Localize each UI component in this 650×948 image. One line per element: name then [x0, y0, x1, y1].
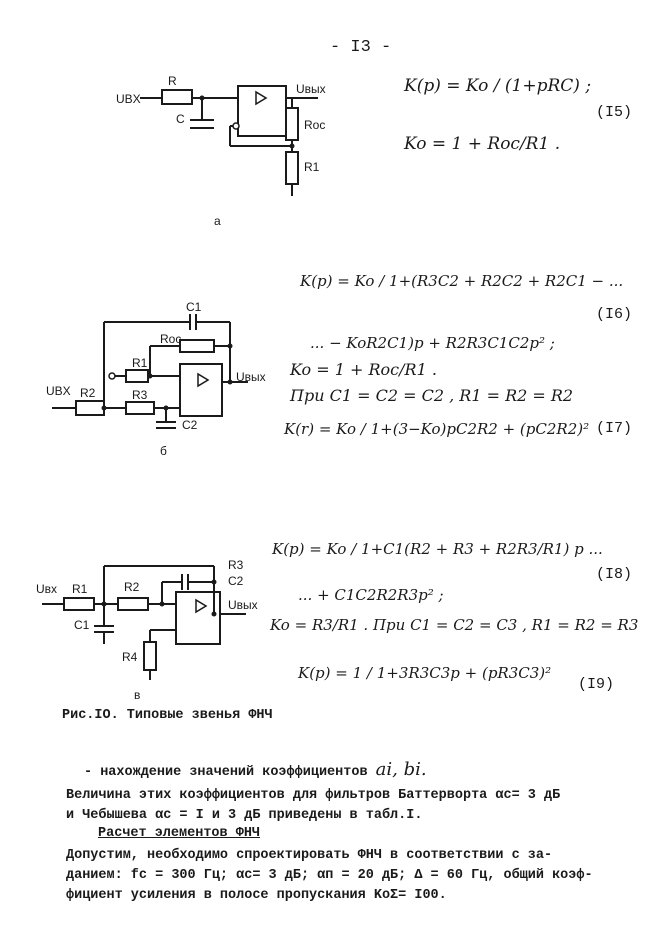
circuit-c-r2-label: R2	[124, 580, 140, 594]
equation-b-condition: При C1 = C2 = C2 , R1 = R2 = R2	[290, 386, 574, 405]
equation-17: K(r) = Ko / 1+(3−Ko)pC2R2 + (pC2R2)²	[284, 420, 590, 438]
circuit-c-r4-label: R4	[122, 650, 138, 664]
circuit-c-c2-label: C2	[228, 574, 244, 588]
equation-16-line2: ... − KoR2C1)p + R2R3C1C2p² ;	[310, 334, 555, 352]
text-line-5: данием: fc = 300 Гц; αc= 3 дБ; αп = 20 дБ; Δ = 60 Гц, общий коэф-	[66, 868, 593, 883]
circuit-c-c1-label: C1	[74, 618, 90, 632]
circuit-c-r3-label: R3	[228, 558, 244, 572]
circuit-c-output-label: Uвых	[228, 598, 258, 612]
circuit-b-output-label: Uвых	[236, 370, 266, 384]
circuit-b-input-label: UBX	[46, 384, 71, 398]
page-number: - I3 -	[330, 38, 392, 57]
equation-17-number: (I7)	[596, 420, 633, 437]
circuit-a-output-label: Uвых	[296, 82, 326, 96]
equation-16-number: (I6)	[596, 306, 633, 323]
figure-c-label: в	[134, 688, 141, 702]
equation-15-line2: Ko = 1 + Roc/R1 .	[404, 134, 561, 154]
circuit-a-roc-label: Roc	[304, 118, 326, 132]
circuit-a-c-label: C	[176, 112, 185, 126]
figure-caption: Рис.IO. Типовые звенья ФНЧ	[62, 708, 273, 723]
circuit-a-r1-label: R1	[304, 160, 320, 174]
figure-a-label: a	[214, 214, 221, 228]
text-line-2: Величина этих коэффициентов для фильтров Баттерворта αc= 3 дБ	[66, 788, 561, 803]
circuit-c-r1-label: R1	[72, 582, 88, 596]
circuit-b-c2-label: C2	[182, 418, 198, 432]
circuit-b-c1-label: C1	[186, 300, 202, 314]
text-line-1-math: ai, bi.	[375, 759, 427, 780]
circuit-c-input-label: Uвх	[36, 582, 58, 596]
circuit-a-r-label: R	[168, 74, 177, 88]
text-line-1	[84, 760, 427, 782]
equation-15-number: (I5)	[596, 104, 633, 121]
equation-18-line2: ... + C1C2R2R3p² ;	[298, 586, 444, 604]
circuit-a-input-label: UBX	[116, 92, 141, 106]
section-heading: Расчет элементов ФНЧ	[98, 826, 261, 841]
equation-19: K(p) = 1 / 1+3R3C3p + (pR3C3)²	[298, 664, 552, 682]
figure-b-label: б	[160, 444, 167, 458]
circuit-b-r2-label: R2	[80, 386, 96, 400]
equation-18-number: (I8)	[596, 566, 633, 583]
text-line-4: Допустим, необходимо спроектировать ФНЧ в соответствии с за-	[66, 848, 553, 863]
text-line-3: и Чебышева αc = I и 3 дБ приведены в табл.I.	[66, 808, 423, 823]
circuit-b-roc-label: Roc	[160, 332, 182, 346]
circuit-b-r1-label: R1	[132, 356, 148, 370]
equation-b-ko: Ko = 1 + Roc/R1 .	[290, 360, 437, 379]
equation-15-line1: K(p) = Ko / (1+pRC) ;	[404, 76, 592, 96]
text-line-1-words: - нахождение значений коэффициентов	[84, 765, 368, 780]
text-line-6: фициент усиления в полосе пропускания KoΣ= I00.	[66, 888, 447, 903]
equation-16-line1: K(p) = Ko / 1+(R3C2 + R2C2 + R2C1 − ...	[300, 272, 624, 290]
equation-c-ko: Ko = R3/R1 . При C1 = C2 = C3 , R1 = R2 = R3	[270, 616, 639, 634]
circuit-b-r3-label: R3	[132, 388, 148, 402]
equation-19-number: (I9)	[578, 676, 615, 693]
equation-18-line1: K(p) = Ko / 1+C1(R2 + R3 + R2R3/R1) p ...	[272, 540, 603, 558]
